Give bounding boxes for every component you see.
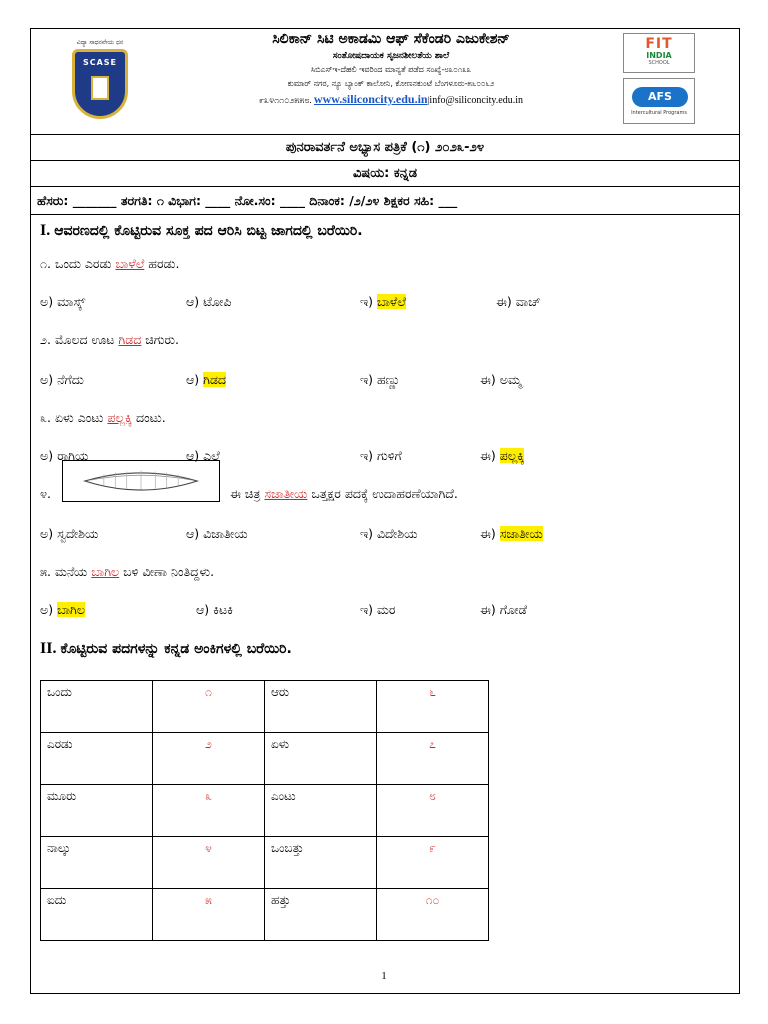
student-info-fields: ಹೆಸರು: _______ ತರಗತಿ: ೧ ವಿಭಾಗ: ____ ನೋ.ಸಂ: ____ ದಿನಾಂಕ: /೨/೨೪ ಶಿಕ್ಷಕರ ಸಹಿ: ___ bbox=[31, 187, 739, 215]
question-4: ಈ ಚಿತ್ರ ಸಜಾತೀಯ ಒತ್ತಕ್ಷರ ಪದಕ್ಕೆ ಉದಾಹರಣೆಯಾಗಿದೆ. bbox=[230, 486, 458, 501]
question-1: ೧. ಒಂದು ಎರಡು ಬಾಳೆಲೆ ಹರಡು. bbox=[40, 256, 180, 271]
q1-option-a[interactable]: ಅ) ಮಾಸ್ಕ್ bbox=[40, 294, 86, 309]
q5-option-b[interactable]: ಆ) ಕಿಟಕಿ bbox=[196, 602, 233, 617]
question-4-number: ೪. bbox=[40, 486, 51, 501]
q1-option-b[interactable]: ಆ) ಟೋಪಿ bbox=[186, 294, 232, 309]
school-contact: ೯೩೪೧೧೦೨೫೫೮. www.siliconcity.edu.in|info@siliconcity.edu.in bbox=[259, 92, 523, 106]
worksheet-title: ಪುನರಾವರ್ತನೆ ಅಭ್ಯಾಸ ಪತ್ರಿಕೆ (೧) ೨೦೨೩-೨೪ bbox=[31, 135, 739, 161]
section-2-heading: II. ಕೊಟ್ಟಿರುವ ಪದಗಳನ್ನು ಕನ್ನಡ ಅಂಕಿಗಳಲ್ಲಿ ಬರೆಯಿರಿ. bbox=[40, 640, 292, 657]
q4-option-d[interactable]: ಈ) ಸಜಾತೀಯ bbox=[480, 526, 543, 541]
numeral-cell[interactable]: ೪ bbox=[153, 837, 265, 889]
numeral-cell[interactable]: ೫ bbox=[153, 889, 265, 941]
numeral-cell[interactable]: ೧ bbox=[153, 681, 265, 733]
table-row bbox=[41, 733, 489, 785]
table-row bbox=[41, 889, 489, 941]
logo-motto: ವಿದ್ಯಾ ಸಾಧನವೇಯ ಧನ bbox=[76, 39, 124, 46]
numeral-cell[interactable]: ೮ bbox=[377, 785, 489, 837]
number-table bbox=[40, 680, 489, 941]
q2-option-a[interactable]: ಅ) ನೆಗೆದು bbox=[40, 372, 84, 387]
smile-teeth-icon bbox=[63, 461, 219, 501]
email-link[interactable]: info@siliconcity.edu.in bbox=[429, 95, 523, 106]
q3-option-d[interactable]: ಈ) ಪಲ್ಲಕ್ಕಿ bbox=[480, 448, 525, 463]
word-cell: ಆರು bbox=[265, 681, 377, 733]
word-cell: ಎರಡು bbox=[41, 733, 153, 785]
word-cell: ಏಳು bbox=[265, 733, 377, 785]
numeral-cell[interactable]: ೧೦ bbox=[377, 889, 489, 941]
school-affiliation: ಸಿಬಿಎಸ್‌ಇ-ದೆಹಲಿ ಇವರಿಂದ ಮಾನ್ಯತೆ ಪಡೆದ ಸಂಖ್ಯೆ-೮೩೦೧೩೩ bbox=[310, 65, 472, 74]
school-tagline: ಸಂತೋಷದಾಯಕ ಸೃಜನಶೀಲತೆಯ ಶಾಲೆ bbox=[332, 51, 450, 61]
table-row bbox=[41, 681, 489, 733]
word-cell: ಎಂಟು bbox=[265, 785, 377, 837]
numeral-cell[interactable]: ೩ bbox=[153, 785, 265, 837]
word-cell: ನಾಲ್ಕು bbox=[41, 837, 153, 889]
section-1-heading: I. ಆವರಣದಲ್ಲಿ ಕೊಟ್ಟಿರುವ ಸೂಕ್ತ ಪದ ಆರಿಸಿ ಬಿಟ್ಟ ಜಾಗದಲ್ಲಿ ಬರೆಯಿರಿ. bbox=[40, 222, 363, 239]
logo-text: SCASE bbox=[82, 58, 118, 67]
numeral-cell[interactable]: ೭ bbox=[377, 733, 489, 785]
word-cell: ಒಂಬತ್ತು bbox=[265, 837, 377, 889]
q5-option-c[interactable]: ಇ) ಮರ bbox=[360, 602, 396, 617]
q4-option-b[interactable]: ಆ) ವಿಜಾತೀಯ bbox=[186, 526, 248, 541]
page-number: 1 bbox=[381, 970, 387, 982]
table-row bbox=[41, 785, 489, 837]
word-cell: ಐದು bbox=[41, 889, 153, 941]
school-address: ಕುಮಾರ್ ನಗರ, ನ್ಯೂ ಬ್ಯಾಂಕ್ ಕಾಲೋನಿ, ಕೋಣನಕುಂಟೆ ಬೆಂಗಳೂರು-೫೬೦೦೬೨ bbox=[287, 79, 495, 88]
question-2: ೨. ಮೊಲದ ಊಟ ಗಿಡದ ಚಿಗುರು. bbox=[40, 332, 179, 347]
q2-option-b[interactable]: ಆ) ಗಿಡದ bbox=[186, 372, 226, 387]
school-header bbox=[31, 29, 739, 135]
numeral-cell[interactable]: ೨ bbox=[153, 733, 265, 785]
book-icon bbox=[91, 76, 109, 100]
shield-icon bbox=[72, 49, 128, 119]
word-cell: ಹತ್ತು bbox=[265, 889, 377, 941]
teeth-picture bbox=[62, 460, 220, 502]
q3-option-b[interactable]: ಆ) ಎಲೆ bbox=[186, 448, 220, 463]
q1-option-d[interactable]: ಈ) ವಾಚ್ bbox=[496, 294, 541, 309]
q3-option-c[interactable]: ಇ) ಗುಳಿಗೆ bbox=[360, 448, 402, 463]
question-5: ೫. ಮನೆಯ ಬಾಗಿಲ ಬಳಿ ವೀಣಾ ನಿಂತಿದ್ದಳು. bbox=[40, 564, 215, 579]
q2-option-c[interactable]: ಇ) ಹಣ್ಣು bbox=[360, 372, 401, 387]
afs-logo: AFS Intercultural Programs bbox=[623, 78, 695, 124]
numeral-cell[interactable]: ೯ bbox=[377, 837, 489, 889]
fit-india-logo: FIT INDIA SCHOOL bbox=[623, 33, 695, 73]
table-row bbox=[41, 837, 489, 889]
q4-option-c[interactable]: ಇ) ವಿದೇಶಿಯ bbox=[360, 526, 418, 541]
q2-option-d[interactable]: ಈ) ಅಮ್ಮ bbox=[480, 372, 522, 387]
website-link[interactable]: www.siliconcity.edu.in bbox=[313, 92, 428, 106]
q4-option-a[interactable]: ಅ) ಸ್ವದೇಶಿಯ bbox=[40, 526, 99, 541]
school-logo bbox=[65, 39, 135, 129]
q1-option-c[interactable]: ಇ) ಬಾಳೆಲೆ bbox=[360, 294, 406, 309]
worksheet-subject: ವಿಷಯ: ಕನ್ನಡ bbox=[31, 161, 739, 187]
question-3: ೩. ಏಳು ಎಂಟು ಪಲ್ಲಕ್ಕಿ ದಂಟು. bbox=[40, 410, 166, 425]
q5-option-a[interactable]: ಅ) ಬಾಗಿಲ bbox=[40, 602, 85, 617]
phone-number: ೯೩೪೧೧೦೨೫೫೮. bbox=[259, 95, 312, 105]
word-cell: ಒಂದು bbox=[41, 681, 153, 733]
numeral-cell[interactable]: ೬ bbox=[377, 681, 489, 733]
school-name: ಸಿಲಿಕಾನ್ ಸಿಟಿ ಅಕಾಡಮಿ ಆಫ್ ಸೆಕೆಂಡರಿ ಎಜುಕೇಶನ್ bbox=[272, 31, 510, 47]
word-cell: ಮೂರು bbox=[41, 785, 153, 837]
q3-option-a[interactable]: ಅ) ರಾಗಿಯ bbox=[40, 448, 89, 463]
q5-option-d[interactable]: ಈ) ಗೋಡೆ bbox=[480, 602, 528, 617]
